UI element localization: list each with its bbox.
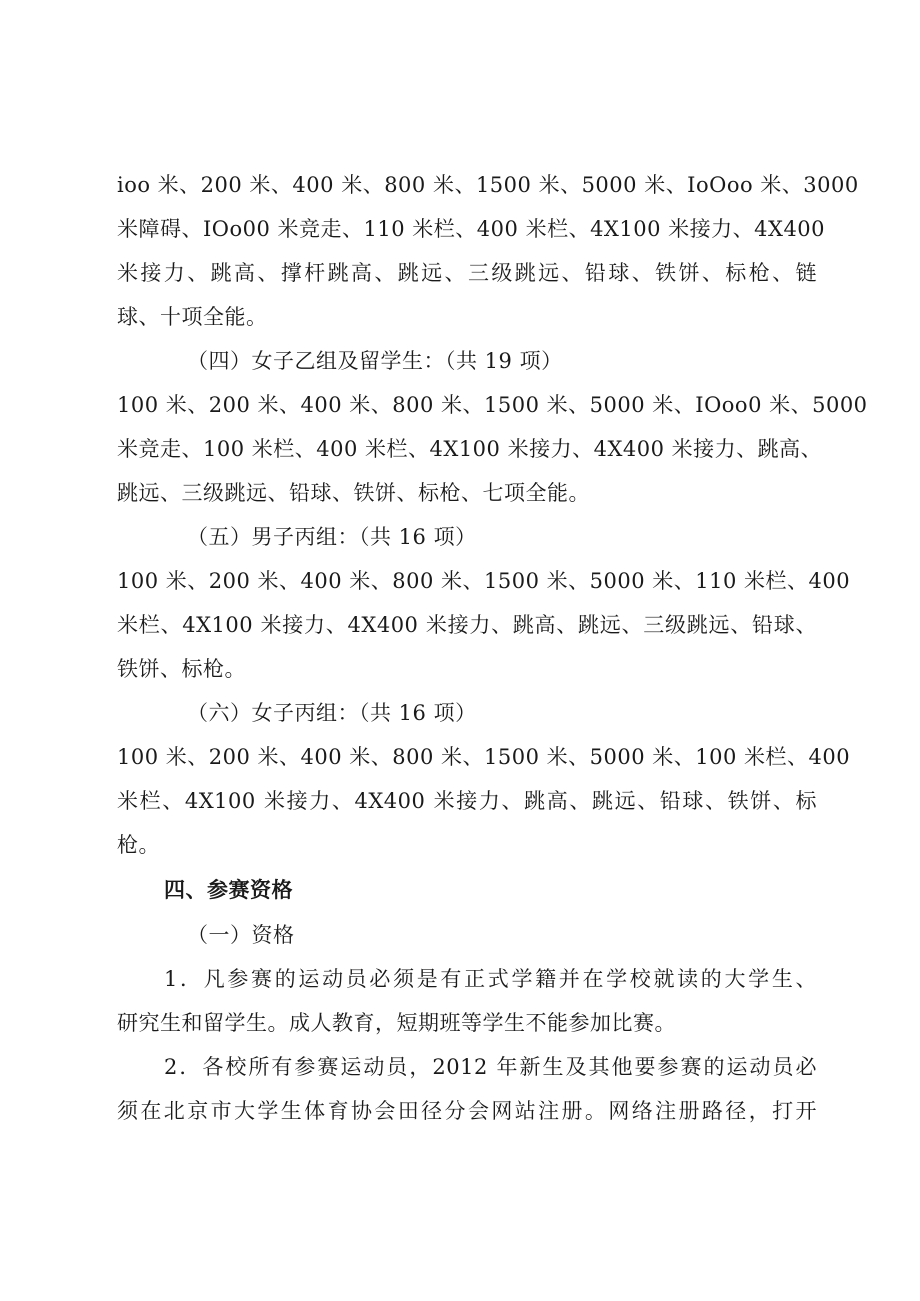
event-list-line: 球、十项全能。 [117, 305, 268, 329]
event-list-line: 米栏、4X100 米接力、4X400 米接力、跳高、跳远、三级跳远、铅球、 [117, 613, 817, 637]
event-list-line: ioo 米、200 米、400 米、800 米、1500 米、5000 米、IoOoo 米、3000 [117, 173, 859, 197]
subsection-heading-qualification: （一）资格 [187, 923, 295, 947]
paragraph-line: 研究生和留学生。成人教育，短期班等学生不能参加比赛。 [117, 1011, 676, 1035]
paragraph-line: 须在北京市大学生体育协会田径分会网站注册。网络注册路径，打开 [117, 1099, 817, 1123]
event-list-line: 100 米、200 米、400 米、800 米、1500 米、5000 米、IOoo0 米、5000 [117, 393, 868, 417]
event-list-line: 米栏、4X100 米接力、4X400 米接力、跳高、跳远、铅球、铁饼、标 [117, 789, 817, 813]
subsection-heading-men-group-c: （五）男子丙组：（共 16 项） [187, 525, 477, 549]
event-list-line: 枪。 [117, 833, 160, 857]
event-list-line: 米竞走、100 米栏、400 米栏、4X100 米接力、4X400 米接力、跳高、 [117, 437, 823, 461]
event-list-line: 100 米、200 米、400 米、800 米、1500 米、5000 米、100 米栏、400 [117, 745, 851, 769]
subsection-heading-women-group-c: （六）女子丙组：（共 16 项） [187, 701, 477, 725]
event-list-line: 米接力、跳高、撑杆跳高、跳远、三级跳远、铅球、铁饼、标枪、链 [117, 261, 817, 285]
subsection-heading-women-group-b: （四）女子乙组及留学生：（共 19 项） [187, 349, 563, 373]
event-list-line: 米障碍、IOo00 米竞走、110 米栏、400 米栏、4X100 米接力、4X400 [117, 217, 826, 241]
event-list-line: 100 米、200 米、400 米、800 米、1500 米、5000 米、110 米栏、400 [117, 569, 851, 593]
document-page [117, 163, 868, 1133]
event-list-line: 跳远、三级跳远、铅球、铁饼、标枪、七项全能。 [117, 481, 590, 505]
paragraph-line: 2．各校所有参赛运动员，2012 年新生及其他要参赛的运动员必 [164, 1055, 817, 1079]
paragraph-line: 1．凡参赛的运动员必须是有正式学籍并在学校就读的大学生、 [164, 967, 817, 991]
event-list-line: 铁饼、标枪。 [117, 657, 246, 681]
section-heading-eligibility: 四、参赛资格 [164, 878, 293, 902]
